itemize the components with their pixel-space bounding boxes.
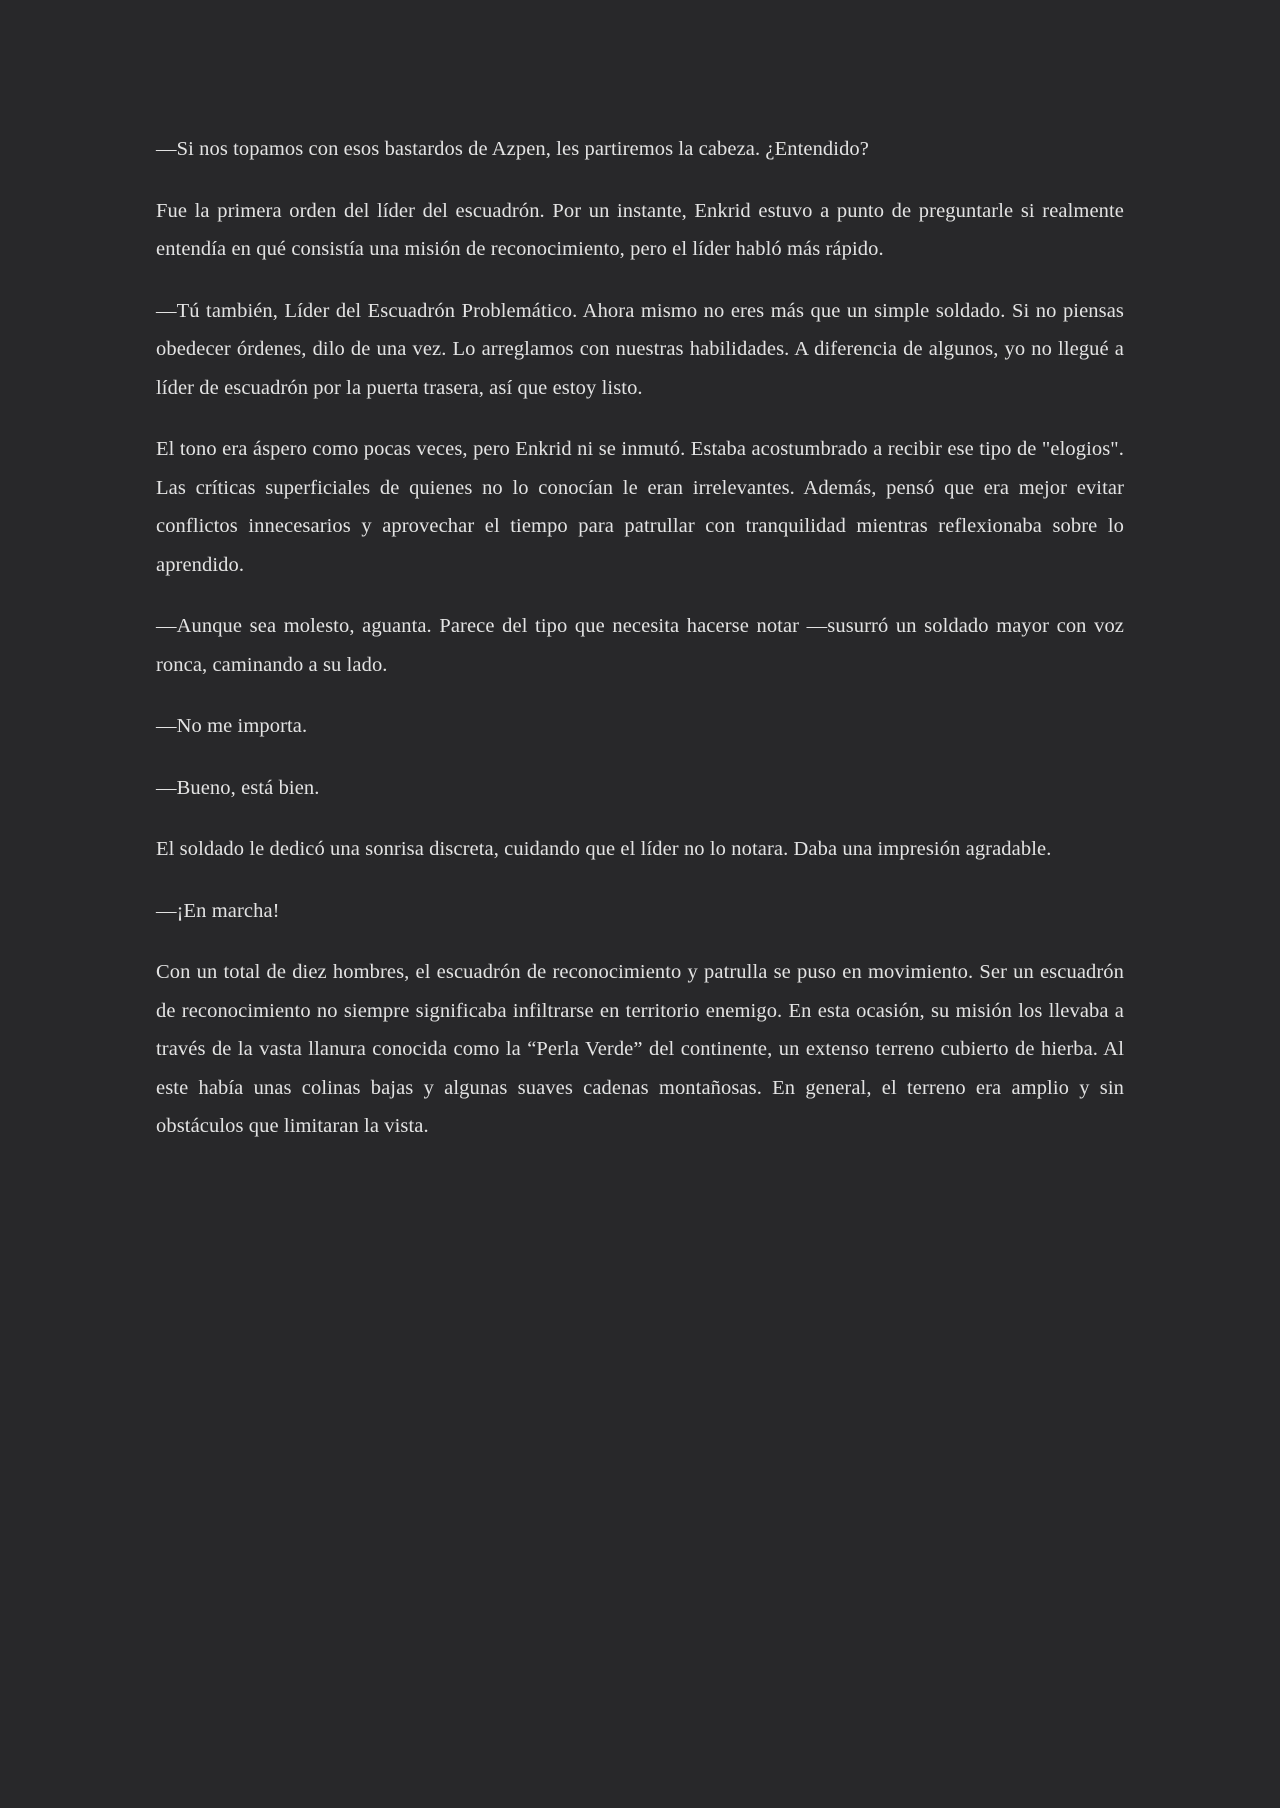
paragraph: El tono era áspero como pocas veces, pero Enkrid ni se inmutó. Estaba acostumbrado a recibir ese tipo de "elogios". Las críticas superficiales de quienes no lo conocían le eran irrelevantes. Además, pensó que era mejor evitar conflictos innecesarios y aprovechar el tiempo para patrullar con tranquilidad mientras reflexionaba sobre lo aprendido. [156, 438, 1124, 576]
paragraph: —Si nos topamos con esos bastardos de Azpen, les partiremos la cabeza. ¿Entendido? [156, 138, 869, 160]
paragraph: Fue la primera orden del líder del escuadrón. Por un instante, Enkrid estuvo a punto de preguntarle si realmente entendía en qué consistía una misión de reconocimiento, pero el líder habló más rápido. [156, 199, 1124, 260]
paragraph: —Tú también, Líder del Escuadrón Problemático. Ahora mismo no eres más que un simple soldado. Si no piensas obedecer órdenes, dilo de una vez. Lo arreglamos con nuestras habilidades. A diferencia de algunos, yo no llegué a líder de escuadrón por la puerta trasera, así que estoy listo. [156, 299, 1124, 399]
paragraph: —¡En marcha! [156, 899, 280, 922]
paragraph: El soldado le dedicó una sonrisa discreta, cuidando que el líder no lo notara. Daba una impresión agradable. [156, 838, 1052, 860]
paragraph: —No me importa. [156, 715, 308, 737]
paragraph: —Aunque sea molesto, aguanta. Parece del tipo que necesita hacerse notar —susurró un soldado mayor con voz ronca, caminando a su lado. [156, 615, 1124, 676]
text-column [156, 0, 1124, 1146]
paragraph: —Bueno, está bien. [156, 776, 320, 799]
paragraph: Con un total de diez hombres, el escuadrón de reconocimiento y patrulla se puso en movimiento. Ser un escuadrón de reconocimiento no siempre significaba infiltrarse en territorio enemigo. En esta ocasión, su misión los llevaba a través de la vasta llanura conocida como la “Perla Verde” del continente, un extenso terreno cubierto de hierba. Al este había unas colinas bajas y algunas suaves cadenas montañosas. En general, el terreno era amplio y sin obstáculos que limitaran la vista. [156, 961, 1124, 1137]
